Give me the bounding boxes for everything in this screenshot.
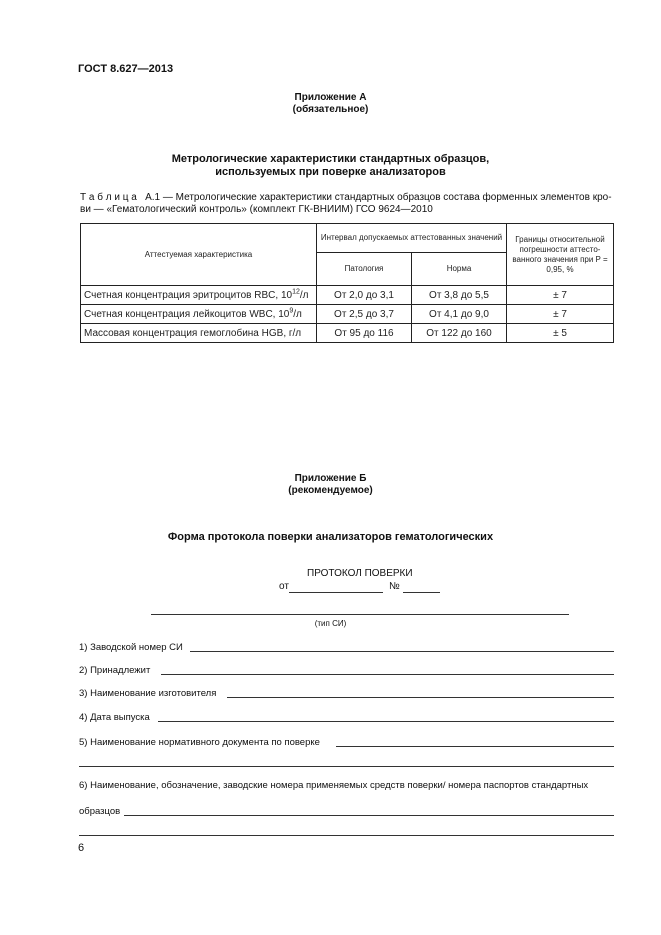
metrology-table: [80, 223, 614, 343]
field-normative-doc-label: 5) Наименование нормативного документа по поверке: [79, 737, 320, 748]
appendix-b-status: (рекомендуемое): [288, 485, 373, 496]
table-row: [81, 305, 614, 324]
row-norm: От 4,1 до 9,0: [412, 305, 507, 324]
protocol-number-label: №: [389, 581, 400, 592]
appendix-a-status: (обязательное): [292, 104, 369, 115]
appendix-b-title: Приложение Б: [294, 473, 367, 484]
table-caption-line2: ви — «Гематологический контроль» (комплект ГК-ВНИИМ) ГСО 9624—2010: [80, 204, 433, 215]
document-code: ГОСТ 8.627—2013: [78, 63, 174, 75]
appendix-a-title: Приложение А: [294, 92, 367, 103]
row-characteristic: Счетная концентрация эритроцитов RBC, $10^{12}/л$: [81, 286, 317, 305]
appendix-b-heading: Форма протокола поверки анализаторов гематологических: [167, 531, 494, 543]
field-normative-doc-line[interactable]: [336, 746, 614, 747]
row-characteristic: Массовая концентрация гемоглобина HGB, г/л: [81, 324, 317, 343]
row-norm: От 122 до 160: [412, 324, 507, 343]
table-row: [81, 286, 614, 305]
col-interval-header: Интервал допускаемых аттестованных значений: [317, 224, 507, 253]
field-release-date-label: 4) Дата выпуска: [79, 712, 150, 723]
field-equipment-line-2[interactable]: [79, 835, 614, 836]
device-type-caption: (тип СИ): [314, 619, 347, 628]
row-error: ± 5: [507, 324, 614, 343]
field-serial-number-label: 1) Заводской номер СИ: [79, 642, 183, 653]
row-characteristic: Счетная концентрация лейкоцитов WBC, $10^9/л$: [81, 305, 317, 324]
row-pathology: От 2,0 до 3,1: [317, 286, 412, 305]
row-error: ± 7: [507, 305, 614, 324]
row-error: ± 7: [507, 286, 614, 305]
col-norm-header: Норма: [412, 253, 507, 286]
table-row: [81, 324, 614, 343]
field-owner-line[interactable]: [161, 674, 614, 675]
protocol-date-line[interactable]: [289, 592, 383, 593]
protocol-number-line[interactable]: [403, 592, 440, 593]
field-manufacturer-label: 3) Наименование изготовителя: [79, 688, 217, 699]
field-manufacturer-line[interactable]: [227, 697, 614, 698]
field-equipment-line[interactable]: [124, 815, 614, 816]
table-caption-line1: Т а б л и ц а А.1 — Метрологические характеристики стандартных образцов состава форменных элементов кро-: [80, 192, 612, 203]
device-type-line[interactable]: [151, 614, 569, 615]
row-pathology: От 2,5 до 3,7: [317, 305, 412, 324]
row-pathology: От 95 до 116: [317, 324, 412, 343]
col-characteristic-header: Аттестуемая характеристика: [81, 224, 317, 286]
field-equipment-label-line1: 6) Наименование, обозначение, заводские номера применяемых средств поверки/ номера паспортов стандартных: [79, 780, 589, 791]
field-release-date-line[interactable]: [158, 721, 614, 722]
field-equipment-label-line2: образцов: [79, 806, 121, 817]
appendix-a-heading-line2: используемых при поверке анализаторов: [215, 166, 446, 178]
col-pathology-header: Патология: [317, 253, 412, 286]
row-norm: От 3,8 до 5,5: [412, 286, 507, 305]
page-number: 6: [78, 842, 85, 854]
field-normative-doc-line-2[interactable]: [79, 766, 614, 767]
field-owner-label: 2) Принадлежит: [79, 665, 151, 676]
protocol-from-label: от: [279, 581, 289, 592]
appendix-a-heading-line1: Метрологические характеристики стандартных образцов,: [171, 153, 490, 165]
field-serial-number-line[interactable]: [190, 651, 614, 652]
col-error-header: Границы относительной погрешности аттесто-ванного значения при P = 0,95, %: [507, 224, 614, 286]
protocol-title: ПРОТОКОЛ ПОВЕРКИ: [307, 568, 413, 579]
